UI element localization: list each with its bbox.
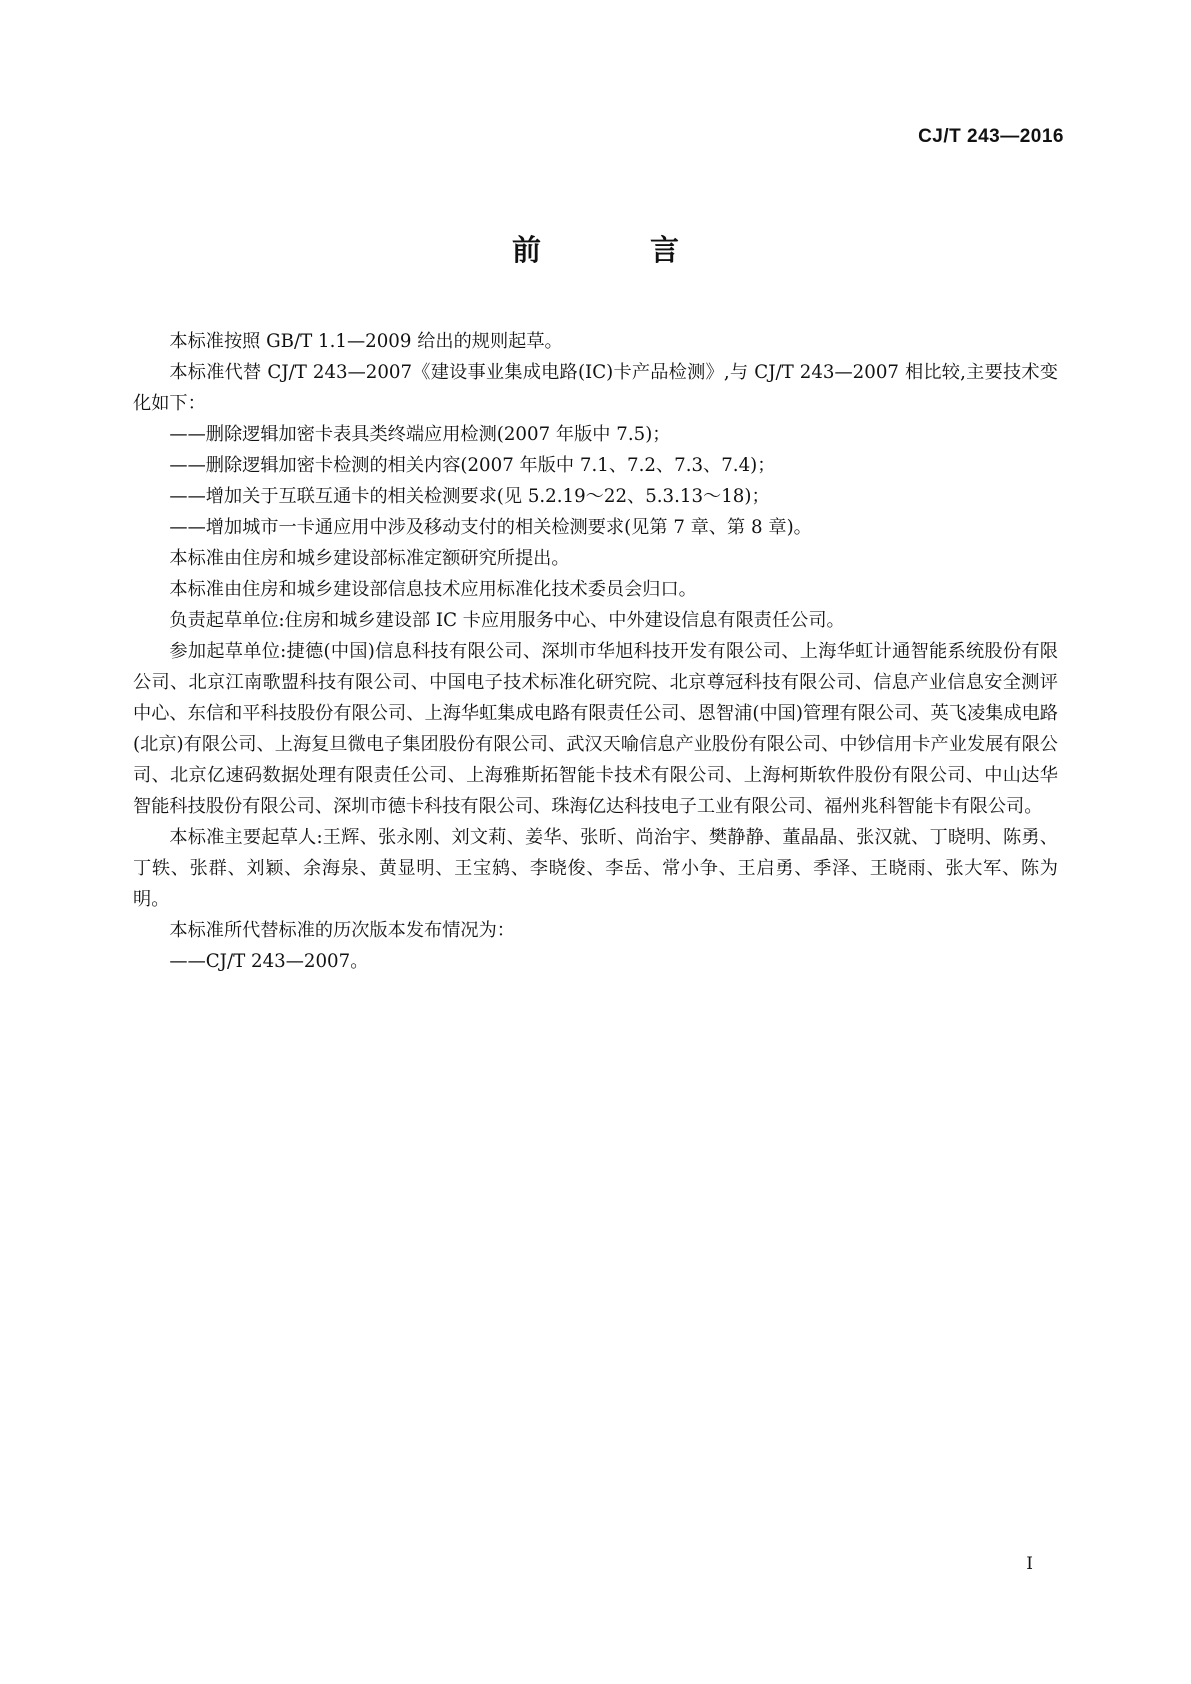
- change-item: ——增加城市一卡通应用中涉及移动支付的相关检测要求(见第 7 章、第 8 章)。: [169, 517, 812, 538]
- paragraph-lead-drafters: 负责起草单位:住房和城乡建设部 IC 卡应用服务中心、中外建设信息有限责任公司。: [169, 610, 845, 631]
- history-item: ——CJ/T 243—2007。: [169, 951, 369, 972]
- change-item: ——删除逻辑加密卡表具类终端应用检测(2007 年版中 7.5)；: [169, 424, 671, 445]
- paragraph-participating-drafters: 参加起草单位:捷德(中国)信息科技有限公司、深圳市华旭科技开发有限公司、上海华虹计通智能系统股份有限公司、北京江南歌盟科技有限公司、中国电子技术标准化研究院、北京尊冠科技有限公司、信息产业信息安全测评中心、东信和平科技股份有限公司、上海华虹集成电路有限责任公司、恩智浦(中国)管理有限公司、英飞凌集成电路(北京)有限公司、上海复旦微电子集团股份有限公司、武汉天喻信息产业股份有限公司、中钞信用卡产业发展有限公司、北京亿速码数据处理有限责任公司、上海雅斯拓智能卡技术有限公司、上海柯斯软件股份有限公司、中山达华智能科技股份有限公司、深圳市德卡科技有限公司、珠海亿达科技电子工业有限公司、福州兆科智能卡有限公司。: [133, 641, 1058, 817]
- change-item: ——删除逻辑加密卡检测的相关内容(2007 年版中 7.1、7.2、7.3、7.4)；: [169, 455, 776, 476]
- paragraph-replacement: 本标准代替 CJ/T 243—2007《建设事业集成电路(IC)卡产品检测》,与 CJ/T 243—2007 相比较,主要技术变化如下：: [133, 362, 1058, 414]
- paragraph-history: 本标准所代替标准的历次版本发布情况为：: [169, 920, 515, 941]
- page-number: I: [1026, 1554, 1033, 1574]
- paragraph-main-drafters: 本标准主要起草人:王辉、张永刚、刘文莉、姜华、张昕、尚治宇、樊静静、董晶晶、张汉就、丁晓明、陈勇、丁轶、张群、刘颖、余海泉、黄显明、王宝鸫、李晓俊、李岳、常小争、王启勇、季泽、王晓雨、张大军、陈为明。: [133, 827, 1058, 910]
- paragraph-administrator: 本标准由住房和城乡建设部信息技术应用标准化技术委员会归口。: [169, 579, 697, 600]
- change-item: ——增加关于互联互通卡的相关检测要求(见 5.2.19～22、5.3.13～18)；: [169, 486, 770, 507]
- page-title: 前 言: [511, 233, 719, 267]
- paragraph-proposer: 本标准由住房和城乡建设部标准定额研究所提出。: [169, 548, 570, 569]
- paragraph-drafting-rules: 本标准按照 GB/T 1.1—2009 给出的规则起草。: [169, 331, 563, 352]
- document-body: [133, 326, 1058, 977]
- standard-code: CJ/T 243—2016: [918, 126, 1064, 147]
